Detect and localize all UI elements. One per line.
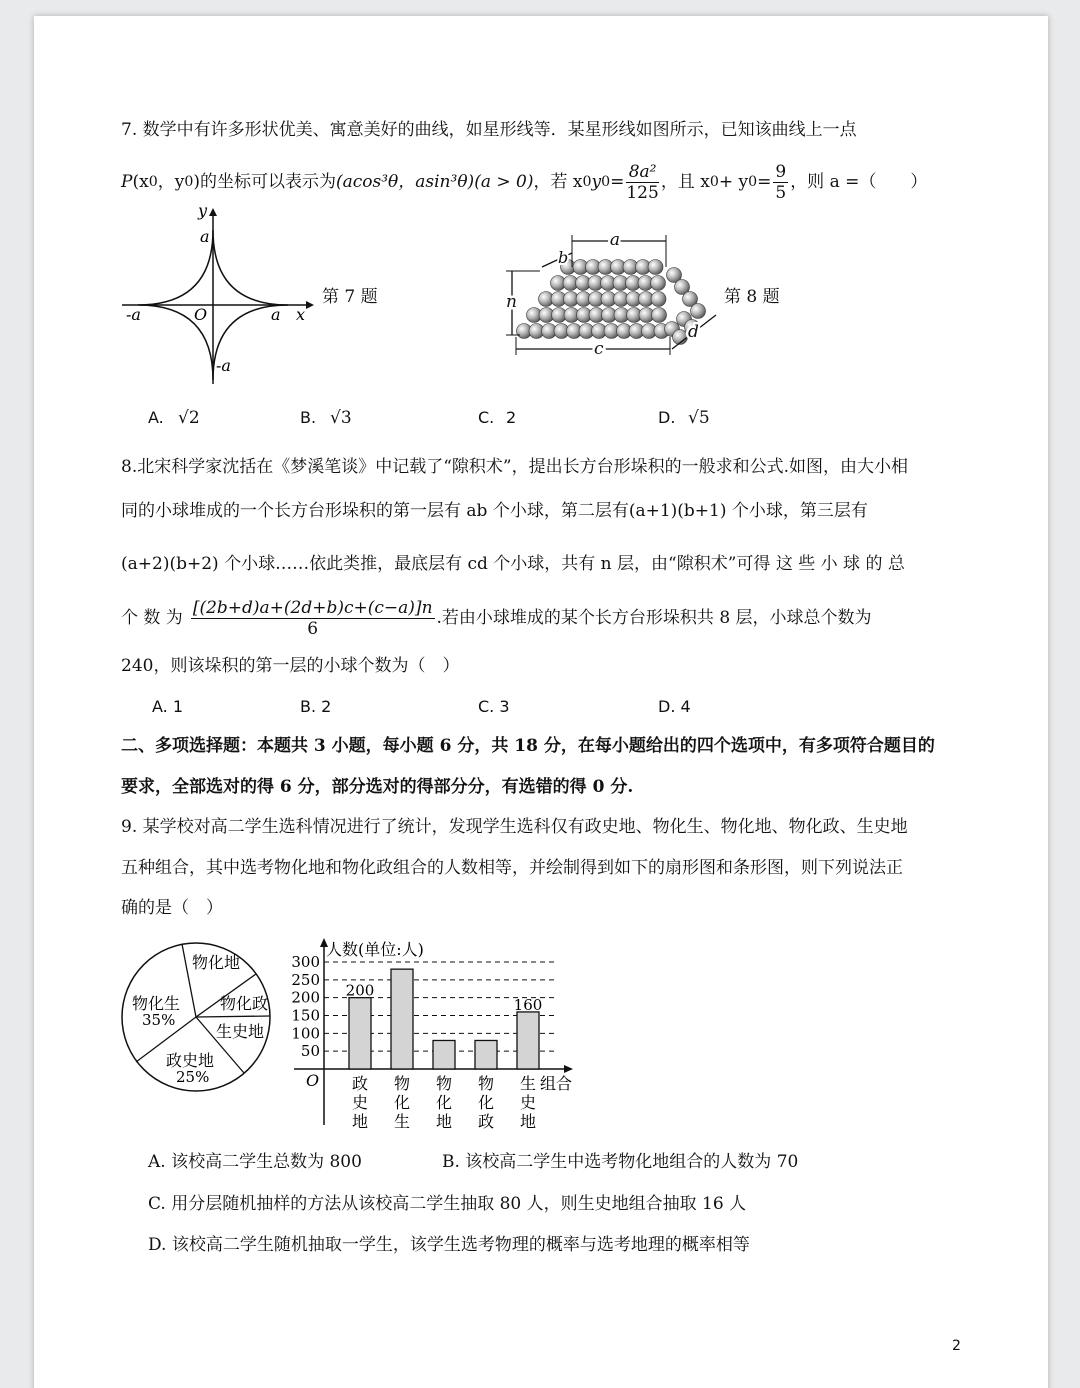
bar-chart-origin: O <box>306 1071 320 1090</box>
category-label: 史 <box>519 1093 537 1112</box>
q7-sub-y0b: 0 <box>748 174 758 190</box>
q9-option-b: B. 该校高二学生中选考物化地组合的人数为 70 <box>442 1152 799 1172</box>
q9-line2: 五种组合，其中选考物化地和物化政组合的人数相等，并绘制得到如下的扇形图和条形图，则下列说法正 <box>121 858 903 878</box>
y-tick-label: 150 <box>291 1006 320 1025</box>
pie-pct-wuhuasheng: 35% <box>142 1011 176 1029</box>
bar-chart-ticks <box>291 953 320 1060</box>
q7-sub-1: 0 <box>184 174 194 190</box>
q8-formula-den: 6 <box>307 618 319 639</box>
q7-text-b: ，若 x <box>533 172 583 192</box>
fig7-caption: 第 7 题 <box>322 287 378 307</box>
q7-sub-0: 0 <box>148 174 158 190</box>
fig7-a-top: a <box>200 227 210 246</box>
q7-text-h: ，则 a =（ ） <box>790 172 928 192</box>
category-label: 地 <box>435 1112 453 1131</box>
y-tick-label: 300 <box>291 953 320 971</box>
q7-option-b-value: √3 <box>330 408 352 428</box>
category-label: 化 <box>393 1093 411 1112</box>
q8-line4-post: .若由小球堆成的某个长方台形垛积共 8 层，小球总个数为 <box>436 608 872 628</box>
bar-data-label: 200 <box>345 981 375 1000</box>
q7-coord-comma: ，y <box>157 172 185 192</box>
q7-sub-x0b: 0 <box>709 174 719 190</box>
q8-line5: 240，则该垛积的第一层的小球个数为（ ） <box>121 656 460 676</box>
q9-option-a: A. 该校高二学生总数为 800 <box>148 1152 362 1172</box>
fig7-a-right: a <box>271 305 281 324</box>
q8-formula <box>191 598 435 639</box>
q7-option-c-value: 2 <box>506 408 517 427</box>
fig8-b: b <box>558 248 569 267</box>
q7-text-a: 的坐标可以表示为 <box>199 172 336 192</box>
q8-line4-pre: 个 数 为 <box>121 608 183 628</box>
category-label: 政 <box>477 1112 495 1131</box>
pie-label-wuhuasheng: 物化生 <box>132 994 181 1013</box>
q8-option-c: C. 3 <box>478 697 510 716</box>
fig7-neg-a-left: -a <box>126 305 141 324</box>
section2-line1: 二、多项选择题：本题共 3 小题，每小题 6 分，共 18 分，在每小题给出的四个选项中，有多项符合题目的 <box>121 736 935 756</box>
q7-option-a-value: √2 <box>178 408 200 428</box>
q9-line3: 确的是（ ） <box>121 898 223 918</box>
fig7-y: y <box>198 201 208 220</box>
bar-chart-bars <box>346 969 543 1069</box>
q7-option-c-label: C. <box>478 408 495 427</box>
q7-sub-y0: 0 <box>601 174 611 190</box>
q8-line2: 同的小球堆成的一个长方台形垛积的第一层有 ab 个小球，第二层有(a+1)(b+1) 个小球，第三层有 <box>121 501 868 521</box>
bar <box>433 1040 455 1069</box>
q7-coord-open: (x <box>132 172 149 192</box>
category-label: 生 <box>519 1074 537 1093</box>
q7-param: (acos³θ，asin³θ)(a > 0) <box>335 172 534 192</box>
q7-frac2-num: 9 <box>775 161 787 182</box>
pie-label-wuhuazheng: 物化政 <box>220 994 269 1013</box>
ball <box>691 304 706 319</box>
q7-sub-x0: 0 <box>582 174 592 190</box>
category-label: 化 <box>435 1093 453 1112</box>
bar-chart-xlabel: 组合 <box>540 1074 573 1093</box>
ball <box>651 292 666 307</box>
y-tick-label: 100 <box>291 1024 320 1043</box>
q7-option-d-label: D. <box>658 408 676 427</box>
ball-stack-figure <box>498 225 728 360</box>
category-label: 史 <box>351 1093 369 1112</box>
q8-line1: 8.北宋科学家沈括在《梦溪笔谈》中记载了“隙积术”，提出长方台形垛积的一般求和公式.如图，由大小相 <box>121 457 909 477</box>
pie-pct-zhengshidi: 25% <box>176 1068 210 1086</box>
bar <box>349 998 371 1069</box>
category-label: 生 <box>393 1112 411 1131</box>
q7-coord-close: ) <box>193 172 200 192</box>
q7-text-d: = <box>610 172 625 192</box>
category-label: 政 <box>351 1074 369 1093</box>
q8-option-a: A. 1 <box>152 697 184 716</box>
fig8-caption: 第 8 题 <box>724 287 780 307</box>
fig8-c: c <box>594 339 604 359</box>
bar-chart-ylabel: 人数(单位:人) <box>326 940 424 959</box>
category-label: 地 <box>519 1112 537 1131</box>
pie-chart <box>118 938 278 1098</box>
q9-line1: 9. 某学校对高二学生选科情况进行了统计，发现学生选科仅有政史地、物化生、物化地、物化政、生史地 <box>121 817 908 837</box>
ball <box>651 276 666 291</box>
q8-option-d: D. 4 <box>658 697 691 716</box>
q8-option-b: B. 2 <box>300 697 332 716</box>
fig7-x: x <box>296 305 306 324</box>
fig8-d: d <box>688 322 699 342</box>
bar-chart-x-arrow <box>564 1065 573 1073</box>
fig8-a: a <box>609 230 621 250</box>
section2-line2: 要求，全部选对的得 6 分，部分选对的得部分分，有选错的得 0 分. <box>121 777 634 797</box>
pie-label-shengshidi: 生史地 <box>216 1022 265 1041</box>
q7-text-e: ，且 x <box>660 172 710 192</box>
fig8-n: n <box>506 292 517 312</box>
q7-option-b-label: B. <box>300 408 317 427</box>
page-number: 2 <box>952 1338 961 1354</box>
category-label: 物 <box>435 1074 453 1093</box>
pie-label-wuhuadi: 物化地 <box>192 953 241 972</box>
fig7-origin: O <box>194 305 208 324</box>
category-label: 物 <box>393 1074 411 1093</box>
q8-line3: (a+2)(b+2) 个小球……依此类推，最底层有 cd 个小球，共有 n 层，由“隙积术”可得 这 些 小 球 的 总 <box>121 554 905 574</box>
q7-frac1-den: 125 <box>626 182 659 203</box>
astroid-figure <box>118 198 318 388</box>
q7-text-g: = <box>757 172 772 192</box>
q7-text-f: + y <box>718 172 749 192</box>
q8-formula-num: [(2b+d)a+(2d+b)c+(c−a)]n <box>192 597 433 618</box>
q7-line1: 7. 数学中有许多形状优美、寓意美好的曲线，如星形线等．某星形线如图所示，已知该曲线上一点 <box>121 120 857 140</box>
fig7-neg-a-bottom: -a <box>216 356 231 375</box>
bar-chart-categories <box>352 1074 536 1131</box>
category-label: 化 <box>477 1093 495 1112</box>
x-axis-arrow <box>306 301 314 309</box>
q9-option-c: C. 用分层随机抽样的方法从该校高二学生抽取 80 人，则生史地组合抽取 16 人 <box>148 1194 747 1214</box>
q8-line4 <box>121 590 872 646</box>
bar <box>517 1012 539 1069</box>
q7-frac1 <box>626 162 658 203</box>
ball-pile <box>517 260 706 345</box>
y-tick-label: 50 <box>300 1042 320 1061</box>
y-axis-arrow <box>209 208 217 216</box>
q7-frac2 <box>773 162 788 203</box>
q7-text-c: y <box>591 172 602 192</box>
ball <box>652 308 667 323</box>
bar <box>475 1040 497 1069</box>
ball <box>648 260 663 275</box>
q7-point-p: P <box>121 172 133 192</box>
y-tick-label: 250 <box>291 970 320 989</box>
q7-frac2-den: 5 <box>775 182 787 203</box>
category-label: 地 <box>351 1112 369 1131</box>
q7-option-a-label: A. <box>148 408 164 427</box>
category-label: 物 <box>477 1074 495 1093</box>
q9-option-d: D. 该校高二学生随机抽取一学生，该学生选考物理的概率与选考地理的概率相等 <box>148 1235 750 1255</box>
bar-data-label: 160 <box>513 995 543 1014</box>
pie-label-zhengshidi: 政史地 <box>166 1051 215 1070</box>
bar <box>391 969 413 1069</box>
bar-chart <box>290 935 590 1135</box>
q7-option-d-value: √5 <box>688 408 710 428</box>
q7-frac1-num: 8a² <box>626 162 658 183</box>
y-tick-label: 200 <box>291 988 320 1007</box>
